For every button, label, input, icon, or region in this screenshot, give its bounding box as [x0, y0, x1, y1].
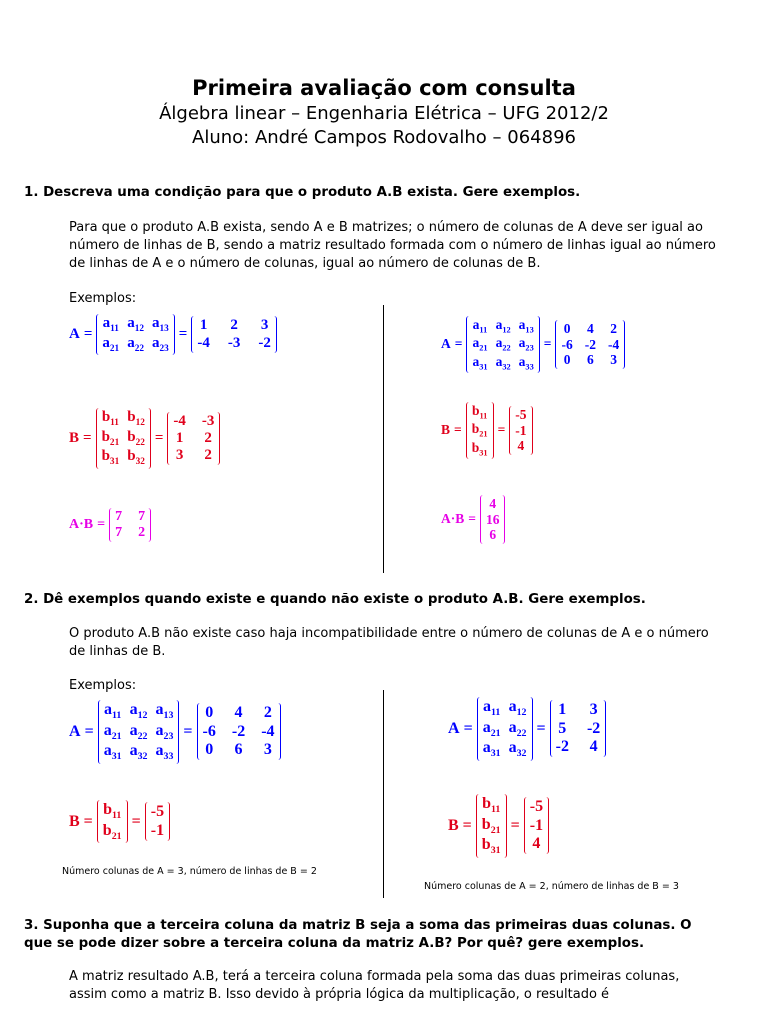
matrix-symbol-cell: $a_{21}$	[102, 334, 120, 354]
matrix-label: A·B	[441, 511, 465, 527]
matrix-value-cell: -2	[586, 719, 601, 737]
matrix-value-cell: 4	[586, 321, 594, 337]
matrix-symbol-cell: $a_{11}$	[482, 698, 501, 719]
matrix-value-cell: 4	[234, 704, 243, 722]
matrix-value-cell: 6	[489, 527, 497, 543]
matrix-value-cell: -6	[202, 722, 216, 740]
matrix-symbol-cell: $a_{23}$	[518, 335, 534, 353]
symbol-matrix	[96, 314, 174, 355]
matrix-value-cell: -5	[529, 798, 544, 816]
matrix-symbol-cell: $a_{22}$	[508, 718, 527, 739]
matrix-value-cell: -2	[555, 738, 569, 756]
answer-2: O produto A.B não existe caso haja incompatibilidade entre o número de colunas de A e o número de linhas de B.	[69, 626, 709, 659]
matrix-value-cell: 5	[558, 719, 567, 737]
matrix-symbol-cell: $b_{31}$	[101, 448, 120, 468]
matrix-symbol-cell: $a_{31}$	[482, 739, 501, 760]
examples-label-2: Exemplos:	[69, 678, 137, 693]
matrix-label: B	[69, 812, 80, 830]
matrix-symbol-cell: $b_{11}$	[471, 403, 488, 421]
matrix-symbol-cell: $a_{33}$	[518, 353, 534, 372]
matrix-value-cell: -3	[201, 412, 215, 429]
matrix-value-cell: 1	[199, 317, 208, 334]
matrix-value-cell: 0	[205, 704, 214, 722]
matrix-symbol-cell: $a_{32}$	[129, 742, 148, 763]
answer-3-line-2: assim como a matriz B. Isso devido à própria lógica da multiplicação, o resultado é	[69, 987, 610, 1002]
q2-left-matrix-A: A = $a_{11}$ $a_{12}$ $a_{13}$ $a_{21}$ $a_{22}$ $a_{23}$ $a_{31}$ $a_{32}$ $a_{33}$ = 0 4 2 -6 -2 -4 0 6 3	[69, 700, 281, 764]
answer-3-line-1: A matriz resultado A.B, terá a terceira coluna formada pela soma das duas primeiras colunas,	[69, 969, 680, 984]
matrix-value-cell: -5	[515, 407, 527, 423]
value-matrix	[197, 703, 281, 760]
q1-left-matrix-B: B = $b_{11}$ $b_{12}$ $b_{21}$ $b_{22}$ $b_{31}$ $b_{32}$ = -4 -3 1 2 3 2	[69, 408, 220, 469]
page-subtitle: Álgebra linear – Engenharia Elétrica – UFG 2012/2	[159, 103, 609, 124]
matrix-symbol-cell: $a_{23}$	[152, 334, 169, 354]
matrix-symbol-cell: $a_{32}$	[508, 739, 527, 760]
matrix-value-cell: -3	[227, 334, 241, 351]
matrix-symbol-cell: $a_{21}$	[103, 721, 122, 742]
matrix-value-cell: 4	[517, 438, 525, 454]
matrix-label: A	[441, 336, 451, 352]
value-matrix	[191, 316, 277, 353]
matrix-symbol-cell: $a_{21}$	[482, 718, 501, 739]
matrix-symbol-cell: $a_{12}$	[508, 698, 527, 719]
value-matrix	[524, 797, 549, 854]
matrix-value-cell: 4	[589, 738, 598, 756]
matrix-value-cell: 6	[234, 741, 243, 759]
page-title: Primeira avaliação com consulta	[192, 76, 576, 100]
matrix-value-cell: 0	[563, 321, 571, 337]
symbol-matrix	[96, 408, 151, 469]
symbol-matrix	[98, 700, 180, 764]
q2-right-note: Número colunas de A = 2, número de linhas de B = 3	[424, 881, 679, 892]
matrix-value-cell: 4	[489, 496, 497, 511]
q2-right-matrix-A: A = $a_{11}$ $a_{12}$ $a_{21}$ $a_{22}$ $a_{31}$ $a_{32}$ = 1 3 5 -2 -2 4	[448, 697, 606, 761]
answer-1: Para que o produto A.B exista, sendo A e B matrizes; o número de colunas de A deve ser igual ao número de linhas de B, sendo a matriz resultado formada com o número de linhas igual ao número de linhas de A e o número de colunas, igual ao número de colunas de B.	[69, 220, 716, 271]
value-matrix	[550, 700, 607, 757]
matrix-label: A	[448, 719, 460, 737]
matrix-label: A·B	[69, 517, 94, 533]
value-matrix	[509, 406, 532, 455]
matrix-symbol-cell: $a_{11}$	[102, 315, 119, 334]
matrix-value-cell: -4	[607, 336, 620, 352]
matrix-value-cell: 1	[175, 429, 184, 446]
matrix-value-cell: -5	[150, 803, 165, 821]
examples-label-1: Exemplos:	[69, 291, 137, 306]
matrix-value-cell: 2	[204, 429, 212, 446]
matrix-value-cell: -2	[231, 722, 246, 740]
matrix-value-cell: 4	[532, 835, 541, 853]
q2-left-note: Número colunas de A = 3, número de linhas de B = 2	[62, 866, 317, 877]
matrix-value-cell: -4	[197, 334, 210, 351]
matrix-symbol-cell: $a_{11}$	[103, 701, 122, 722]
matrix-value-cell: 3	[260, 317, 269, 334]
divider-1	[383, 305, 384, 573]
matrix-value-cell: 3	[175, 447, 184, 464]
matrix-label: A	[69, 722, 81, 740]
matrix-value-cell: 2	[263, 704, 272, 722]
matrix-value-cell: -2	[584, 336, 596, 352]
matrix-symbol-cell: $b_{21}$	[102, 821, 122, 842]
matrix-value-cell: 16	[485, 511, 500, 527]
q2-left-matrix-B: B = $b_{11}$ $b_{21}$ = -5 -1	[69, 800, 170, 843]
matrix-value-cell: 2	[610, 321, 617, 337]
symbol-matrix	[476, 794, 507, 858]
matrix-value-cell: 0	[205, 741, 214, 759]
symbol-matrix	[466, 316, 539, 373]
matrix-symbol-cell: $a_{12}$	[495, 317, 511, 335]
question-3-line-2: que se pode dizer sobre a terceira coluna da matriz A.B? Por quê? gere exemplos.	[24, 936, 645, 951]
matrix-label: B	[448, 816, 459, 834]
student-line: Aluno: André Campos Rodovalho – 064896	[192, 127, 576, 148]
matrix-symbol-cell: $a_{22}$	[129, 721, 148, 742]
q2-right-matrix-B: B = $b_{11}$ $b_{21}$ $b_{31}$ = -5 -1 4	[448, 794, 549, 858]
matrix-value-cell: 3	[610, 352, 617, 368]
value-matrix	[145, 802, 170, 841]
q1-right-product: A·B = 4 16 6	[441, 495, 505, 544]
matrix-value-cell: 7	[115, 525, 123, 541]
q1-right-matrix-B: B = $b_{11}$ $b_{21}$ $b_{31}$ = -5 -1 4	[441, 402, 533, 459]
matrix-value-cell: 7	[138, 509, 146, 524]
matrix-value-cell: 2	[204, 447, 212, 464]
q1-left-matrix-A: A = $a_{11}$ $a_{12}$ $a_{13}$ $a_{21}$ $a_{22}$ $a_{23}$ = 1 2 3 -4 -3 -2	[69, 314, 277, 355]
matrix-symbol-cell: $a_{13}$	[155, 701, 174, 722]
matrix-symbol-cell: $a_{33}$	[155, 742, 174, 763]
matrix-symbol-cell: $a_{13}$	[152, 315, 169, 334]
matrix-label: B	[441, 422, 451, 438]
matrix-symbol-cell: $a_{13}$	[518, 317, 534, 335]
divider-2	[383, 690, 384, 898]
matrix-symbol-cell: $a_{31}$	[103, 742, 122, 763]
matrix-symbol-cell: $a_{11}$	[472, 317, 488, 335]
q1-right-matrix-A: A = $a_{11}$ $a_{12}$ $a_{13}$ $a_{21}$ $a_{22}$ $a_{23}$ $a_{31}$ $a_{32}$ $a_{33}$ = 0 4 2 -6 -2 -4 0 6 3	[441, 316, 625, 373]
matrix-value-cell: 1	[558, 701, 567, 719]
matrix-symbol-cell: $b_{11}$	[101, 409, 119, 428]
matrix-value-cell: 3	[589, 701, 598, 719]
matrix-value-cell: -4	[261, 722, 275, 740]
matrix-value-cell: -6	[561, 336, 573, 352]
matrix-value-cell: 0	[563, 352, 571, 368]
value-matrix	[167, 412, 220, 466]
matrix-value-cell: 2	[138, 525, 146, 541]
matrix-symbol-cell: $b_{21}$	[481, 815, 501, 836]
matrix-symbol-cell: $a_{22}$	[127, 334, 144, 354]
matrix-value-cell: -4	[173, 412, 186, 429]
matrix-symbol-cell: $a_{22}$	[495, 335, 511, 353]
question-3-line-1: 3. Suponha que a terceira coluna da matriz B seja a soma das primeiras duas colunas. O	[24, 918, 692, 933]
matrix-symbol-cell: $a_{23}$	[155, 721, 174, 742]
question-2: 2. Dê exemplos quando existe e quando não existe o produto A.B. Gere exemplos.	[24, 592, 646, 607]
matrix-value-cell: -1	[150, 821, 165, 839]
matrix-symbol-cell: $a_{21}$	[472, 335, 488, 353]
matrix-label: B	[69, 430, 80, 447]
matrix-symbol-cell: $b_{31}$	[471, 439, 488, 458]
matrix-symbol-cell: $a_{31}$	[472, 353, 488, 372]
symbol-matrix	[477, 697, 533, 761]
matrix-value-cell: 2	[230, 317, 238, 334]
matrix-symbol-cell: $a_{12}$	[127, 315, 144, 334]
matrix-symbol-cell: $a_{32}$	[495, 353, 511, 372]
question-1: 1. Descreva uma condição para que o produto A.B exista. Gere exemplos.	[24, 185, 581, 200]
matrix-value-cell: -2	[258, 334, 271, 351]
matrix-value-cell: 3	[263, 741, 272, 759]
value-matrix	[555, 320, 625, 369]
value-matrix	[109, 508, 151, 542]
symbol-matrix	[466, 402, 494, 459]
matrix-symbol-cell: $b_{21}$	[101, 428, 120, 448]
symbol-matrix	[97, 800, 128, 843]
matrix-label: A	[69, 326, 80, 343]
matrix-symbol-cell: $a_{12}$	[129, 701, 148, 722]
matrix-symbol-cell: $b_{11}$	[482, 795, 501, 816]
matrix-symbol-cell: $b_{21}$	[471, 421, 488, 439]
matrix-value-cell: -1	[515, 422, 527, 438]
matrix-value-cell: -1	[529, 816, 544, 834]
matrix-symbol-cell: $b_{31}$	[481, 836, 501, 857]
matrix-value-cell: 6	[586, 352, 594, 368]
matrix-symbol-cell: $b_{22}$	[127, 428, 145, 448]
value-matrix	[480, 495, 506, 544]
matrix-symbol-cell: $b_{11}$	[103, 801, 122, 822]
matrix-symbol-cell: $b_{12}$	[127, 409, 145, 428]
q1-left-product: A·B = 7 7 7 2	[69, 508, 151, 542]
matrix-value-cell: 7	[115, 509, 123, 524]
matrix-symbol-cell: $b_{32}$	[127, 448, 145, 468]
